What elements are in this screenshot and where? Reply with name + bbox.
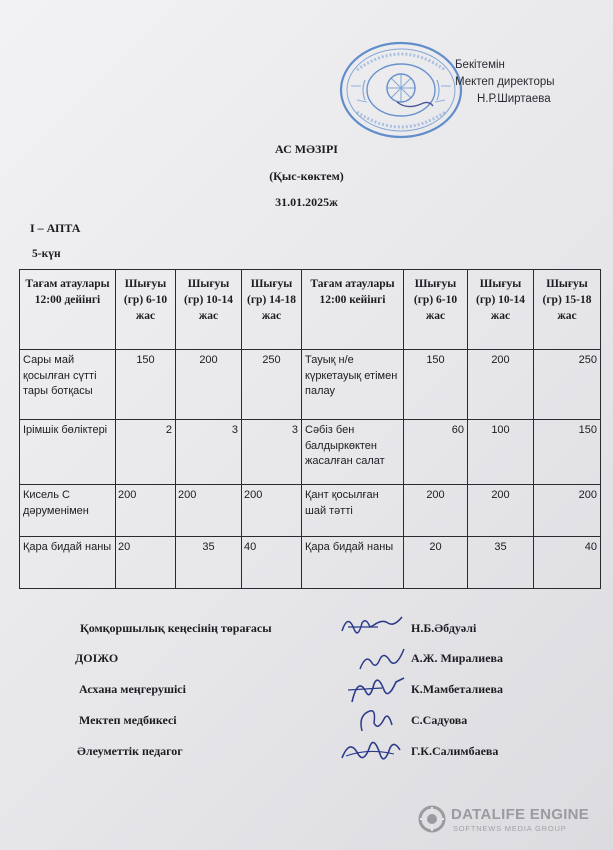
portion-cell: 200 — [176, 485, 242, 537]
portion-cell: 150 — [404, 350, 468, 420]
dish-before-noon: Қара бидай наны — [20, 537, 116, 589]
signature-role: Қомқоршылық кеңесінің төрағасы — [80, 621, 272, 635]
signature-name: К.Мамбеталиева — [411, 682, 503, 696]
portion-cell: 200 — [404, 485, 468, 537]
season-label: (Қыс-көктем) — [269, 169, 344, 183]
signature-row — [0, 651, 613, 671]
menu-date: 31.01.2025ж — [275, 195, 338, 209]
page-title: АС МӘЗІРІ — [275, 142, 338, 156]
portion-cell: 200 — [534, 485, 601, 537]
signature-name: С.Садуова — [411, 713, 468, 727]
signature-row — [0, 682, 613, 702]
portion-cell: 200 — [468, 350, 534, 420]
week-label: I – АПТА — [30, 221, 81, 235]
signature-role: Мектеп медбикесі — [79, 713, 177, 727]
watermark-logo — [418, 805, 598, 835]
portion-cell: 3 — [242, 420, 302, 485]
portion-cell: 20 — [404, 537, 468, 589]
portion-cell: 200 — [116, 485, 176, 537]
dish-before-noon: Ірімшік бөліктері — [20, 420, 116, 485]
portion-cell: 250 — [534, 350, 601, 420]
portion-cell: 150 — [534, 420, 601, 485]
dish-after-noon: Сәбіз бен балдыркөктен жасалған салат — [302, 420, 404, 485]
portion-cell: 2 — [116, 420, 176, 485]
approval-line-approve: Бекітемін — [455, 59, 505, 71]
day-label: 5-күн — [32, 248, 61, 260]
portion-cell: 35 — [468, 537, 534, 589]
portion-cell: 200 — [242, 485, 302, 537]
watermark-tagline: SOFTNEWS MEDIA GROUP — [453, 824, 567, 833]
column-header: Шығуы (гр) 10-14 жас — [176, 270, 242, 350]
signature-row — [0, 713, 613, 733]
column-header: Тағам атаулары 12:00 дейінгі — [20, 270, 116, 350]
approval-line-position: Мектеп директоры — [455, 76, 555, 88]
signature-name: Г.К.Салимбаева — [411, 744, 499, 758]
column-header: Тағам атаулары 12:00 кейінгі — [302, 270, 404, 350]
signature-name: Н.Б.Әбдуәлі — [411, 621, 477, 635]
portion-cell: 35 — [176, 537, 242, 589]
signature-role: ДОІЖО — [75, 651, 119, 665]
datalife-logo-icon — [418, 805, 446, 833]
dish-after-noon: Қара бидай наны — [302, 537, 404, 589]
signature-role: Асхана меңгерушісі — [79, 682, 186, 696]
dish-before-noon: Кисель С дәруменімен — [20, 485, 116, 537]
signature-role: Әлеуметтік педагог — [77, 744, 183, 758]
portion-cell: 3 — [176, 420, 242, 485]
portion-cell: 20 — [116, 537, 176, 589]
signature-name: А.Ж. Миралиева — [411, 651, 504, 665]
portion-cell: 250 — [242, 350, 302, 420]
portion-cell: 200 — [468, 485, 534, 537]
portion-cell: 60 — [404, 420, 468, 485]
portion-cell: 150 — [116, 350, 176, 420]
signature-row — [0, 744, 613, 764]
column-header: Шығуы (гр) 6-10 жас — [116, 270, 176, 350]
dish-after-noon: Қант қосылған шай тәтті — [302, 485, 404, 537]
approval-line-director-name: Н.Р.Ширтаева — [477, 93, 551, 105]
signature-row — [0, 621, 613, 641]
dish-before-noon: Сары май қосылған сүтті тары ботқасы — [20, 350, 116, 420]
column-header: Шығуы (гр) 6-10 жас — [404, 270, 468, 350]
portion-cell: 100 — [468, 420, 534, 485]
handwritten-signature-icon — [338, 732, 408, 768]
portion-cell: 40 — [534, 537, 601, 589]
column-header: Шығуы (гр) 14-18 жас — [242, 270, 302, 350]
portion-cell: 40 — [242, 537, 302, 589]
watermark-brand: DATALIFE ENGINE — [451, 806, 590, 823]
dish-after-noon: Тауық н/е күркетауық етімен палау — [302, 350, 404, 420]
column-header: Шығуы (гр) 10-14 жас — [468, 270, 534, 350]
column-header: Шығуы (гр) 15-18 жас — [534, 270, 601, 350]
portion-cell: 200 — [176, 350, 242, 420]
